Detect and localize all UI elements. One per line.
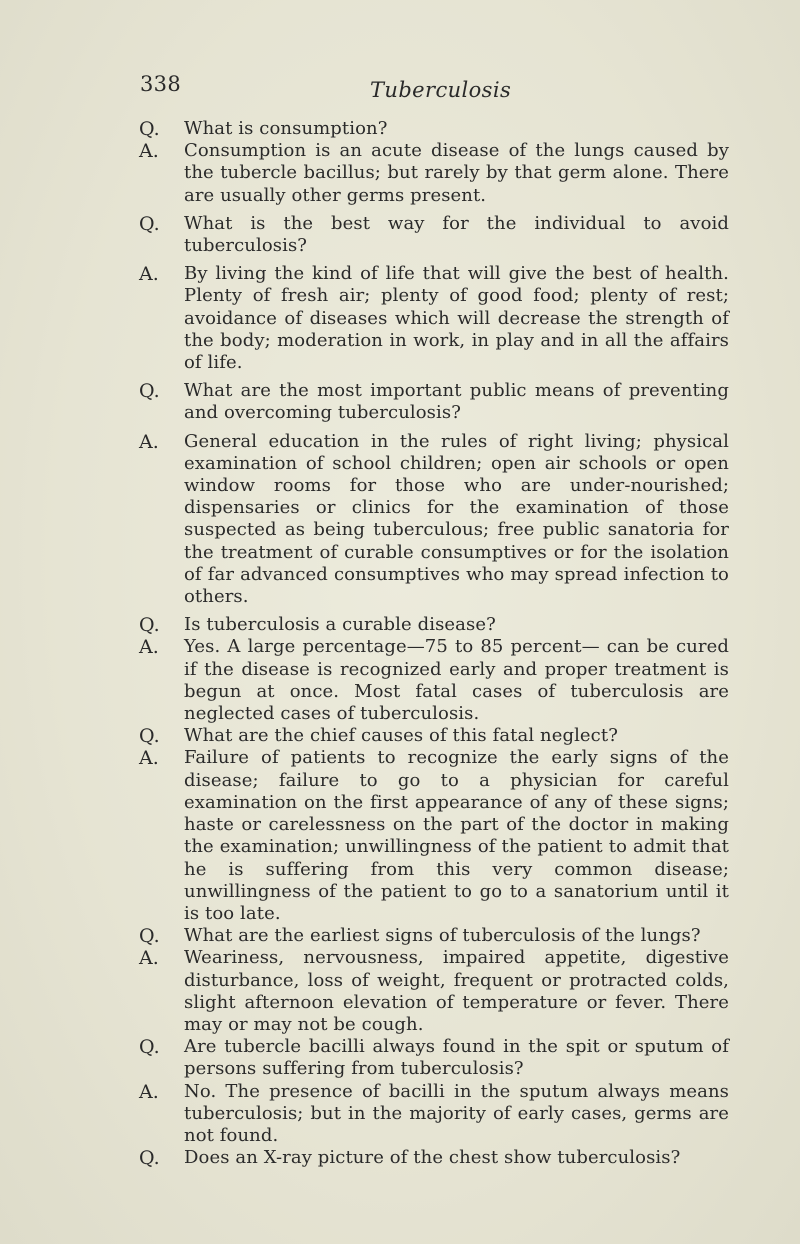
question-marker: Q.	[139, 380, 160, 403]
answer-text: Yes. A large percentage—75 to 85 percent— can be cured if the disease is recognized early and proper treatment is begun at once. Most fatal cases of tuberculosis are neglected cases of tuberculosis.	[184, 636, 729, 725]
answer-marker: A.	[139, 747, 159, 770]
question-6	[139, 925, 729, 947]
question-marker: Q.	[139, 1036, 160, 1059]
answer-2	[139, 263, 729, 374]
answer-7	[139, 1081, 729, 1148]
question-text: Are tubercle bacilli always found in the spit or sputum of persons suffering from tuberculosis?	[184, 1036, 729, 1080]
answer-text: General education in the rules of right living; physical examination of school children; open air schools or open window rooms for those who are under-nourished; dispensaries or clinics for the examination of those suspected as being tuberculous; free public sanatoria for the treatment of curable consumptives or for the isolation of far advanced consumptives who may spread infection to others.	[184, 430, 729, 608]
question-text: What are the chief causes of this fatal neglect?	[184, 725, 618, 747]
question-4	[139, 614, 729, 636]
answer-text: By living the kind of life that will give the best of health. Plenty of fresh air; plenty of good food; plenty of rest; avoidance of diseases which will decrease the strength of the body; moderation in work, in play and in all the affairs of life.	[184, 263, 729, 374]
page-header	[140, 72, 660, 104]
question-text: What are the earliest signs of tuberculosis of the lungs?	[184, 925, 701, 947]
answer-text: Weariness, nervousness, impaired appetite, digestive disturbance, loss of weight, frequent or protracted colds, slight afternoon elevation of temperature or fever. There may or may not be cough.	[184, 947, 729, 1035]
answer-marker: A.	[139, 1080, 159, 1103]
answer-marker: A.	[139, 430, 159, 453]
answer-1	[139, 140, 729, 207]
answer-4	[139, 636, 729, 725]
question-text: Does an X-ray picture of the chest show tuberculosis?	[184, 1147, 681, 1169]
answer-3	[139, 431, 729, 609]
question-text: Is tuberculosis a curable disease?	[184, 614, 496, 636]
answer-marker: A.	[139, 140, 159, 163]
question-marker: Q.	[139, 118, 160, 140]
question-marker: Q.	[139, 725, 160, 748]
question-5	[139, 725, 729, 747]
answer-text: Failure of patients to recognize the early signs of the disease; failure to go to a physician for careful examination on the first appearance of any of these signs; haste or carelessness on the part of the doctor in making the examination; unwillingness of the patient to admit that he is suffering from this very common disease; unwillingness of the patient to go to a sanatorium until it is too late.	[184, 747, 729, 924]
question-text: What is the best way for the individual to avoid tuberculosis?	[184, 212, 729, 257]
answer-text: No. The presence of bacilli in the sputum always means tuberculosis; but in the majority of early cases, germs are not found.	[184, 1080, 729, 1146]
answer-text: Consumption is an acute disease of the lungs caused by the tubercle bacillus; but rarely by that germ alone. There are usually other germs present.	[184, 140, 729, 206]
question-marker: Q.	[139, 925, 160, 948]
question-marker: Q.	[139, 212, 160, 235]
answer-5	[139, 747, 729, 925]
question-2	[139, 213, 729, 257]
question-text: What are the most important public means of preventing and overcoming tuberculosis?	[184, 380, 729, 424]
question-text: What is consumption?	[184, 118, 388, 139]
answer-6	[139, 947, 729, 1036]
question-1	[139, 118, 729, 140]
qa-list	[139, 118, 729, 1169]
answer-marker: A.	[139, 263, 159, 286]
question-7	[139, 1036, 729, 1080]
question-3	[139, 380, 729, 424]
answer-marker: A.	[139, 947, 159, 970]
page-number: 338	[140, 72, 181, 96]
running-title: Tuberculosis	[370, 78, 512, 102]
question-marker: Q.	[139, 614, 160, 637]
answer-marker: A.	[139, 636, 159, 659]
question-marker: Q.	[139, 1147, 160, 1170]
question-8	[139, 1147, 729, 1169]
